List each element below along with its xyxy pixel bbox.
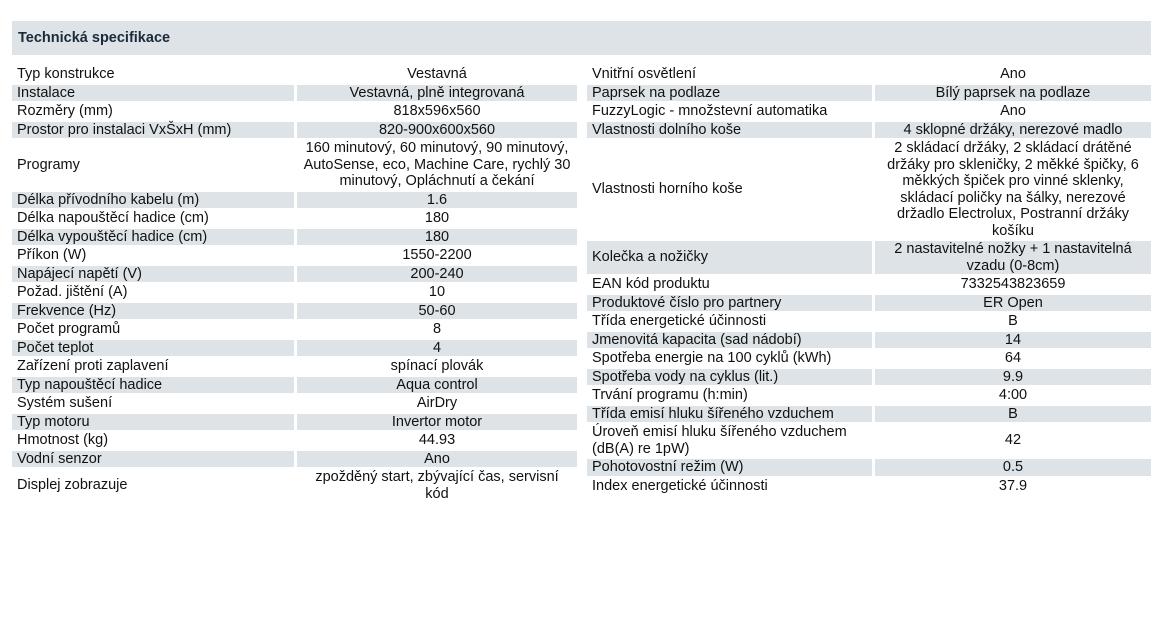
section-title: Technická specifikace xyxy=(12,21,1151,55)
spec-label: Délka napouštěcí hadice (cm) xyxy=(12,210,294,229)
spec-row xyxy=(587,103,1151,122)
spec-value: Bílý paprsek na podlaze xyxy=(872,85,1151,104)
spec-label: Instalace xyxy=(12,85,294,104)
spec-value: Ano xyxy=(294,451,577,470)
spec-value: ER Open xyxy=(872,295,1151,314)
spec-label: Kolečka a nožičky xyxy=(587,241,872,276)
spec-label: Typ konstrukce xyxy=(12,66,294,85)
spec-value: 10 xyxy=(294,284,577,303)
spec-row xyxy=(12,210,577,229)
spec-value: 1.6 xyxy=(294,192,577,211)
spec-value: Aqua control xyxy=(294,377,577,396)
spec-value: spínací plovák xyxy=(294,358,577,377)
spec-row xyxy=(587,332,1151,351)
spec-label: Třída energetické účinnosti xyxy=(587,313,872,332)
spec-row xyxy=(587,276,1151,295)
spec-row xyxy=(12,122,577,141)
spec-row xyxy=(587,140,1151,241)
spec-value: 2 nastavitelné nožky + 1 nastavitelná vzadu (0-8cm) xyxy=(872,241,1151,276)
spec-row xyxy=(12,321,577,340)
spec-value: 180 xyxy=(294,229,577,248)
spec-label: Hmotnost (kg) xyxy=(12,432,294,451)
spec-row xyxy=(12,192,577,211)
spec-label: Index energetické účinnosti xyxy=(587,478,872,497)
spec-label: Délka přívodního kabelu (m) xyxy=(12,192,294,211)
spec-value: 4 sklopné držáky, nerezové madlo xyxy=(872,122,1151,141)
spec-row xyxy=(587,241,1151,276)
spec-row xyxy=(12,284,577,303)
spec-label: Třída emisí hluku šířeného vzduchem xyxy=(587,406,872,425)
spec-value: 44.93 xyxy=(294,432,577,451)
spec-table-right xyxy=(587,66,1151,496)
spec-row xyxy=(12,247,577,266)
spec-row xyxy=(12,66,577,85)
spec-value: Ano xyxy=(872,66,1151,85)
spec-row xyxy=(12,85,577,104)
spec-value: 14 xyxy=(872,332,1151,351)
spec-label: Napájecí napětí (V) xyxy=(12,266,294,285)
spec-row xyxy=(12,414,577,433)
spec-label: Délka vypouštěcí hadice (cm) xyxy=(12,229,294,248)
spec-label: Paprsek na podlaze xyxy=(587,85,872,104)
spec-row xyxy=(12,469,577,504)
spec-label: Vlastnosti dolního koše xyxy=(587,122,872,141)
spec-value: Ano xyxy=(872,103,1151,122)
spec-value: 1550-2200 xyxy=(294,247,577,266)
spec-label: Vnitřní osvětlení xyxy=(587,66,872,85)
spec-row xyxy=(12,432,577,451)
spec-value: 42 xyxy=(872,424,1151,459)
spec-row xyxy=(12,377,577,396)
spec-value: 160 minutový, 60 minutový, 90 minutový, AutoSense, eco, Machine Care, rychlý 30 minutový, Opláchnutí a čekání xyxy=(294,140,577,192)
spec-row xyxy=(587,406,1151,425)
spec-label: Zařízení proti zaplavení xyxy=(12,358,294,377)
spec-value: Invertor motor xyxy=(294,414,577,433)
spec-value: 2 skládací držáky, 2 skládací drátěné držáky pro skleničky, 2 měkké špičky, 6 měkkých špiček pro vinné sklenky, skládací poličky na šálky, nerezové držadlo Electrolux, Postranní držáky košíku xyxy=(872,140,1151,241)
spec-row xyxy=(587,459,1151,478)
spec-label: Programy xyxy=(12,140,294,192)
spec-value: zpožděný start, zbývající čas, servisní kód xyxy=(294,469,577,504)
spec-row xyxy=(587,66,1151,85)
spec-value: 7332543823659 xyxy=(872,276,1151,295)
spec-row xyxy=(587,122,1151,141)
spec-value: 64 xyxy=(872,350,1151,369)
spec-value: 0.5 xyxy=(872,459,1151,478)
spec-row xyxy=(12,140,577,192)
spec-row xyxy=(12,266,577,285)
spec-label: Prostor pro instalaci VxŠxH (mm) xyxy=(12,122,294,141)
spec-label: Spotřeba energie na 100 cyklů (kWh) xyxy=(587,350,872,369)
spec-value: 37.9 xyxy=(872,478,1151,497)
spec-value: 4:00 xyxy=(872,387,1151,406)
spec-row xyxy=(12,303,577,322)
spec-label: Jmenovitá kapacita (sad nádobí) xyxy=(587,332,872,351)
spec-value: 9.9 xyxy=(872,369,1151,388)
spec-row xyxy=(12,103,577,122)
spec-label: Produktové číslo pro partnery xyxy=(587,295,872,314)
spec-label: Vodní senzor xyxy=(12,451,294,470)
spec-value: Vestavná, plně integrovaná xyxy=(294,85,577,104)
spec-label: Systém sušení xyxy=(12,395,294,414)
spec-label: Typ napouštěcí hadice xyxy=(12,377,294,396)
spec-value: 8 xyxy=(294,321,577,340)
spec-label: Displej zobrazuje xyxy=(12,469,294,504)
spec-row xyxy=(587,369,1151,388)
spec-label: Rozměry (mm) xyxy=(12,103,294,122)
spec-row xyxy=(12,229,577,248)
spec-value: B xyxy=(872,313,1151,332)
spec-label: Počet programů xyxy=(12,321,294,340)
spec-label: FuzzyLogic - množstevní automatika xyxy=(587,103,872,122)
spec-value: 180 xyxy=(294,210,577,229)
spec-row xyxy=(587,350,1151,369)
spec-value: 200-240 xyxy=(294,266,577,285)
spec-label: Úroveň emisí hluku šířeného vzduchem (dB(A) re 1pW) xyxy=(587,424,872,459)
spec-table-left xyxy=(12,66,577,504)
spec-row xyxy=(12,395,577,414)
spec-row xyxy=(587,424,1151,459)
spec-row xyxy=(12,358,577,377)
spec-label: Spotřeba vody na cyklus (lit.) xyxy=(587,369,872,388)
spec-row xyxy=(587,85,1151,104)
spec-label: Požad. jištění (A) xyxy=(12,284,294,303)
spec-row xyxy=(12,340,577,359)
spec-row xyxy=(587,478,1151,497)
spec-label: Frekvence (Hz) xyxy=(12,303,294,322)
spec-row xyxy=(587,313,1151,332)
spec-label: Příkon (W) xyxy=(12,247,294,266)
spec-value: 818x596x560 xyxy=(294,103,577,122)
spec-label: Pohotovostní režim (W) xyxy=(587,459,872,478)
spec-label: Vlastnosti horního koše xyxy=(587,140,872,241)
spec-value: 820-900x600x560 xyxy=(294,122,577,141)
spec-row xyxy=(587,387,1151,406)
spec-label: EAN kód produktu xyxy=(587,276,872,295)
spec-value: B xyxy=(872,406,1151,425)
spec-value: Vestavná xyxy=(294,66,577,85)
spec-value: 4 xyxy=(294,340,577,359)
spec-value: AirDry xyxy=(294,395,577,414)
spec-label: Počet teplot xyxy=(12,340,294,359)
spec-value: 50-60 xyxy=(294,303,577,322)
spec-row xyxy=(587,295,1151,314)
spec-row xyxy=(12,451,577,470)
spec-label: Trvání programu (h:min) xyxy=(587,387,872,406)
spec-label: Typ motoru xyxy=(12,414,294,433)
